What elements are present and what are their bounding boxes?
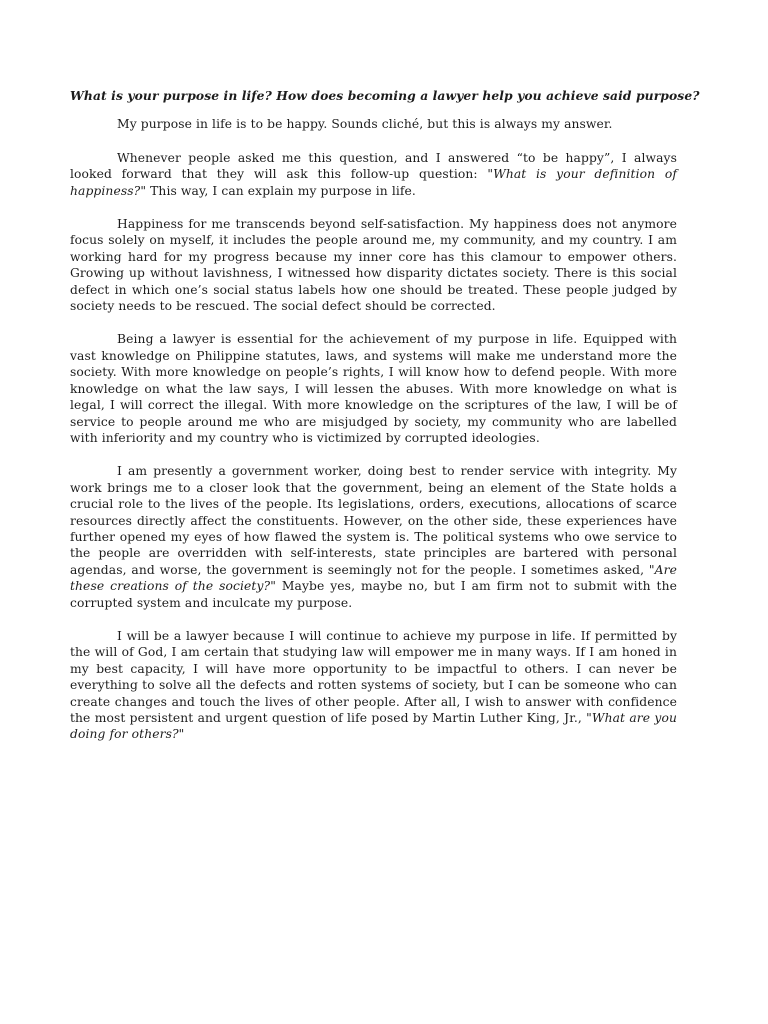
- paragraph-1: My purpose in life is to be happy. Sounds cliché, but this is always my answer.: [117, 117, 613, 132]
- paragraph-2: [70, 150, 677, 199]
- essay-question-title: What is your purpose in life? How does becoming a lawyer help you achieve said purpose?: [70, 88, 700, 103]
- document-page: [70, 88, 700, 760]
- paragraph-6-quote: "What are you doing for others?": [70, 711, 677, 742]
- paragraph-5-quote: "Are these creations of the society?": [70, 562, 677, 594]
- paragraph-5: [70, 463, 677, 611]
- paragraph-5-text-b: Maybe yes, maybe no, but I am firm not to submit with the corrupted system and inculcate my purpose.: [70, 579, 677, 610]
- paragraph-4: Being a lawyer is essential for the achievement of my purpose in life. Equipped with vast knowledge on Philippine statutes, laws, and systems will make me understand more the society. With more knowledge on people’s rights, I will know how to defend people. With more knowledge on what the law says, I will lessen the abuses. With more knowledge on what is legal, I will correct the illegal. With more knowledge on the scriptures of the law, I will be of service to people around me who are misjudged by society, my community who are labelled with inferiority and my country who is victimized by corrupted ideologies.: [70, 332, 677, 445]
- paragraph-2-text-b: This way, I can explain my purpose in life.: [146, 183, 416, 198]
- paragraph-6-text-a: I will be a lawyer because I will continue to achieve my purpose in life. If permitted by the will of God, I am certain that studying law will empower me in many ways. If I am honed in my best capacity, I will have more opportunity to be impactful to others. I can never be everything to solve all the defects and rotten systems of society, but I can be someone who can create changes and touch the lives of other people. After all, I wish to answer with confidence the most persistent and urgent question of life posed by Martin Luther King, Jr.,: [70, 628, 677, 725]
- paragraph-3: Happiness for me transcends beyond self-satisfaction. My happiness does not anymore focus solely on myself, it includes the people around me, my community, and my country. I am working hard for my progress because my inner core has this clamour to empower others. Growing up without lavishness, I witnessed how disparity dictates society. There is this social defect in which one’s social status labels how one should be treated. These people judged by society needs to be rescued. The social defect should be corrected.: [70, 217, 677, 314]
- paragraph-2-text-a: Whenever people asked me this question, and I answered “to be happy”, I always looked forward that they will ask this follow-up question:: [70, 150, 677, 182]
- paragraph-5-text-a: I am presently a government worker, doing best to render service with integrity. My work brings me to a closer look that the government, being an element of the State holds a crucial role to the lives of the people. Its legislations, orders, executions, allocations of scarce resources directly affect the constituents. However, on the other side, these experiences have further opened my eyes of how flawed the system is. The political systems who owe service to the people are overridden with self-interests, state principles are bartered with personal agendas, and worse, the government is seemingly not for the people. I sometimes asked,: [70, 464, 677, 577]
- paragraph-6: [70, 628, 677, 743]
- paragraph-2-quote: "What is your definition of happiness?": [70, 167, 677, 198]
